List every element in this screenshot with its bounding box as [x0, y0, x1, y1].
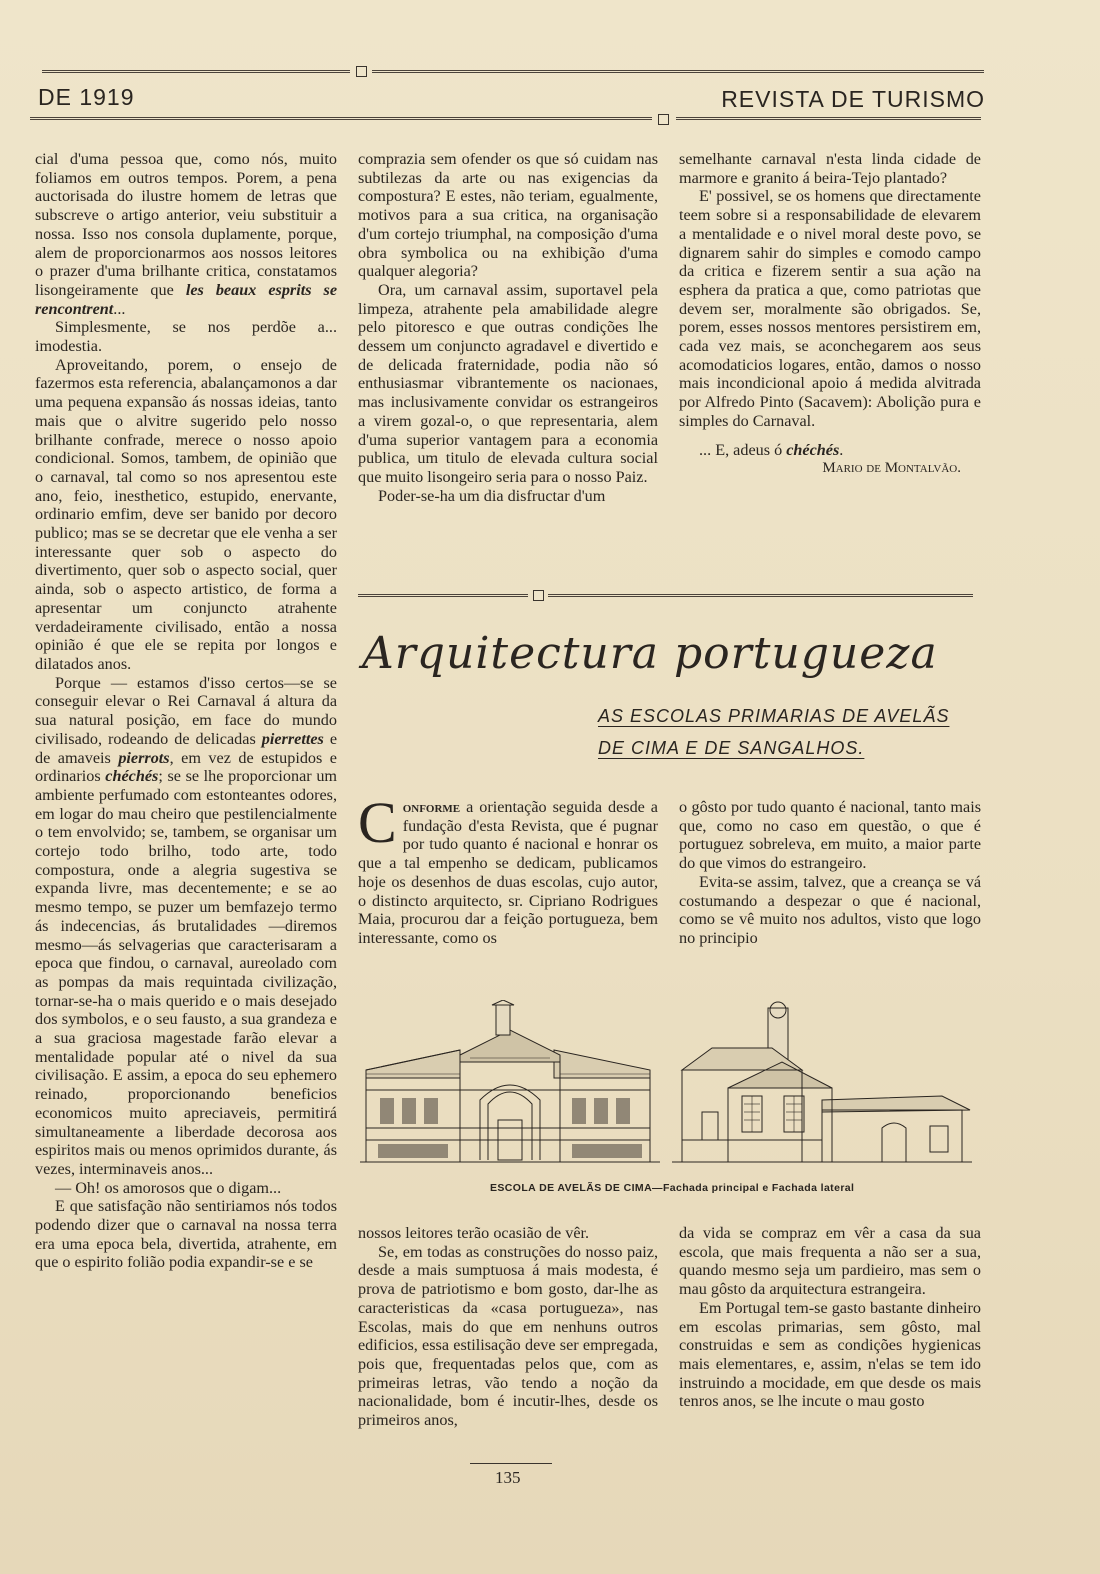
emphasis: chéchés: [786, 440, 840, 459]
header-date: DE 1919: [38, 84, 135, 110]
article-column-d: [679, 1224, 981, 1411]
emphasis: pierrettes: [261, 729, 324, 748]
header-magazine-title: REVISTA DE TURISMO: [721, 86, 985, 112]
section-rule-left: [358, 594, 528, 597]
header-rule-top-left: [42, 70, 350, 73]
ornament-square: [356, 66, 367, 77]
article-subtitle-line-2: DE CIMA E DE SANGALHOS.: [598, 738, 865, 758]
article-column-b: [679, 798, 981, 948]
header-rule-top-right: [372, 70, 984, 73]
ornament-square: [658, 114, 669, 125]
figure-caption: ESCOLA DE AVELÃS DE CIMA—Fachada principal e Fachada lateral: [490, 1182, 855, 1194]
drop-cap: C: [358, 790, 397, 855]
paragraph: Evita-se assim, talvez, que a creança se vá costumando a despezar o que é nacional, como se vê muito nos adultos, visto que logo no principio: [679, 872, 981, 947]
period: .: [839, 440, 844, 459]
column-2: [358, 150, 658, 505]
ellipsis: ...: [113, 299, 126, 318]
paragraph: Aproveitando, porem, o ensejo de fazermos esta referencia, abalançamonos a dar uma pequena expansão ás nossas ideias, tanto mais que o alvitre sugerido pelo nosso brilhante confrade, merece o nosso apoio condicional. Somos, tambem, de opinião que o carnaval, tal como so nos apresentou este ano, feio, inesthetico, estupido, enervante, ordinario emfim, deve ser banido por decoro publico; mas se se decretar que ele venha a ser interessante quer sob o aspecto do divertimento, quer sob o aspecto social, quer ainda, sob o aspecto artistico, de forma a apresentar um conjuncto atrahente verdadeiramente civilisado, então a nossa opinião é que ele se repita por longos e dilatados anos.: [35, 355, 337, 673]
school-side-facade-drawing: [672, 1000, 977, 1170]
paragraph: comprazia sem ofender os que só cuidam nas subtilezas da arte ou nas exigencias da compostura? E estes, não teriam, egualmente, motivos para a sua critica, na organisação d'um cortejo triumphal, na composição d'uma obra symbolica ou na exhibição d'uma qualquer alegoria?: [358, 150, 658, 281]
article-column-a: [358, 790, 658, 948]
page-number: 135: [495, 1468, 521, 1487]
paragraph: Simplesmente, se nos perdõe a... imodestia.: [35, 318, 337, 356]
lead-word: onforme: [402, 798, 461, 816]
paragraph: E' possivel, se os homens que directamente teem sobre si a responsabilidade de elevarem a mentalidade e o nivel moral deste povo, se dignarem sahir do simples e comodo campo da critica e fizerem sentir a sua ação na esphera da pratica a que, como patriotas que devem ser, moralmente são obrigados. Se, porem, esses nossos mentores persistirem em, cada vez mais, se aconchegarem aos seus acomodaticios logares, então, damos o nosso mais incondicional apoio á medida alvitrada por Alfredo Pinto (Sacavem): Abolição pura e simples do Carnaval.: [679, 187, 981, 430]
paragraph: semelhante carnaval n'esta linda cidade de marmore e granito á beira-Tejo plantado?: [679, 150, 981, 187]
column-3: [679, 150, 981, 478]
emphasis: chéchés: [105, 767, 159, 786]
paragraph: Se, em todas as construções do nosso paiz, desde a mais sumptuosa á mais modesta, é prova de patriotismo e bom gosto, dar-lhe as caracteristicas da «casa portugueza», nas Escolas, mais do que em nenhuns outros edificios, essa estilisação deve ser empregada, pois que, frequentadas pelos que, com as primeiras letras, vão tendo a noção da nacionalidade, bom é incutir-lhes, desde os primeiros anos,: [358, 1242, 658, 1430]
paragraph-part: Porque — estamos d'isso certos—se se conseguir elevar o Rei Carnaval á altura da sua natural posição, em face do mundo civilisado, rodeando de delicadas: [35, 673, 337, 748]
paragraph-part: ... E, adeus ó: [699, 440, 783, 459]
header-rule-bottom-left: [30, 117, 652, 120]
paragraph: o gôsto por tudo quanto é nacional, tanto mais que, como no caso em questão, o que é portuguez sobreleva, em muito, a maior parte do que vimos do estrangeiro.: [679, 798, 981, 873]
paragraph: cial d'uma pessoa que, como nós, muito foliamos em outros tempos. Porem, a pena auctorisada do ilustre homem de letras que subscreve o artigo anterior, veiu substituir a nossa. Isso nos consola duplamente, porque, alem de proporcionarmos aos nossos leitores o prazer d'uma brilhante critica, constatamos lisongeiramente que: [35, 150, 337, 299]
paragraph: — Oh! os amorosos que o digam...: [55, 1178, 282, 1197]
paragraph: E que satisfação não sentiriamos nós todos podendo dizer que o carnaval na nossa terra era uma epoca bela, divertida, atrahente, em que o espirito folião podia expandir-se e se: [35, 1197, 337, 1272]
paragraph-part: e de amaveis: [35, 729, 338, 767]
author-signature: Mario de Montalvão.: [822, 460, 961, 477]
page-number-rule: [470, 1463, 552, 1464]
article-title: Arquitectura portugueza: [362, 628, 938, 679]
paragraph: Poder-se-ha um dia disfructar d'um: [378, 486, 606, 505]
paragraph: Ora, um carnaval assim, suportavel pela limpeza, atrahente pela amabilidade alegre pelo pitoresco e que outras condições lhe dessem um conjuncto agradavel e divertido e de delicada fraternidade, podia não só enthusiasmar vibrantemente os nacionaes, mas inclusivamente convidar os estrangeiros a virem gozal-o, o que representaria, alem d'uma superior vantagem para a economia publica, um titulo de elevada cultura social que muito lisongeiro seria para o nosso Paiz.: [358, 280, 658, 486]
article-column-c: [358, 1224, 658, 1430]
header-rule-bottom-right: [676, 117, 981, 120]
paragraph-part: ; se se lhe proporcionar um ambiente perfumado com estonteantes odores, em logar do mau cheiro que pestilencialmente o tem envolvido; se, tambem, se organisar um cortejo todo brilho, todo arte, todo compostura, onde a alegria sugestiva se expanda livre, mas decentemente; e se ao mesmo tempo, se puzer um bemfazejo termo ás indecencias, ás brutalidades —diremos mesmo—ás selvagerias que caracterisaram a epoca que findou, o carnaval, aureolado com as pompas da mais requintada civilização, tornar-se-ha o mais querido e o mais desejado dos symbolos, e o seu fausto, a sua grandeza e a sua graciosa magestade farão elevar a mentalidade popular até o nivel da sua civilisação. E assim, a epoca do seu ephemero reinado, proporcionando beneficios economicos muito apreciaveis, permitirá simultaneamente a liberdade decorosa aos espiritos mais ou menos oprimidos durante, ás vezes, interminaveis anos...: [35, 767, 338, 1178]
paragraph: da vida se compraz em vêr a casa da sua escola, que mais frequenta a não ser a sua, quando mesmo seja um pardieiro, mas sem o mau gôsto da arquitectura estrangeira.: [679, 1224, 981, 1299]
paragraph-part: a orientação seguida desde a fundação d'esta Revista, que é pugnar por tudo quanto é nacional e honrar os que a tal empenho se dedicam, publicamos hoje os desenhos de duas escolas, cujo autor, o distincto arquitecto, sr. Cipriano Rodrigues Maia, procurou dar a feição portugueza, bem interessante, como os: [358, 798, 658, 947]
emphasis: pierrots: [118, 748, 170, 767]
section-rule-right: [548, 594, 973, 597]
paragraph: Em Portugal tem-se gasto bastante dinheiro em escolas primarias, sem gôsto, mal construidas e sem as condições hygienicas mais elementares, e, assim, n'elas se tem ido instruindo a mocidade, em que desde os mais tenros anos, se lhe incute o mau gosto: [679, 1298, 981, 1411]
ornament-square: [533, 590, 544, 601]
paragraph: nossos leitores terão ocasião de vêr.: [358, 1224, 590, 1242]
emphasis: les beaux esprits se rencontrent: [35, 280, 338, 318]
paragraph-part: , em vez de estupidos e ordinarios: [35, 748, 337, 786]
article-subtitle-line-1: AS ESCOLAS PRIMARIAS DE AVELÃS: [598, 706, 950, 726]
school-front-facade-drawing: [360, 1000, 660, 1170]
column-1: [35, 150, 337, 1272]
